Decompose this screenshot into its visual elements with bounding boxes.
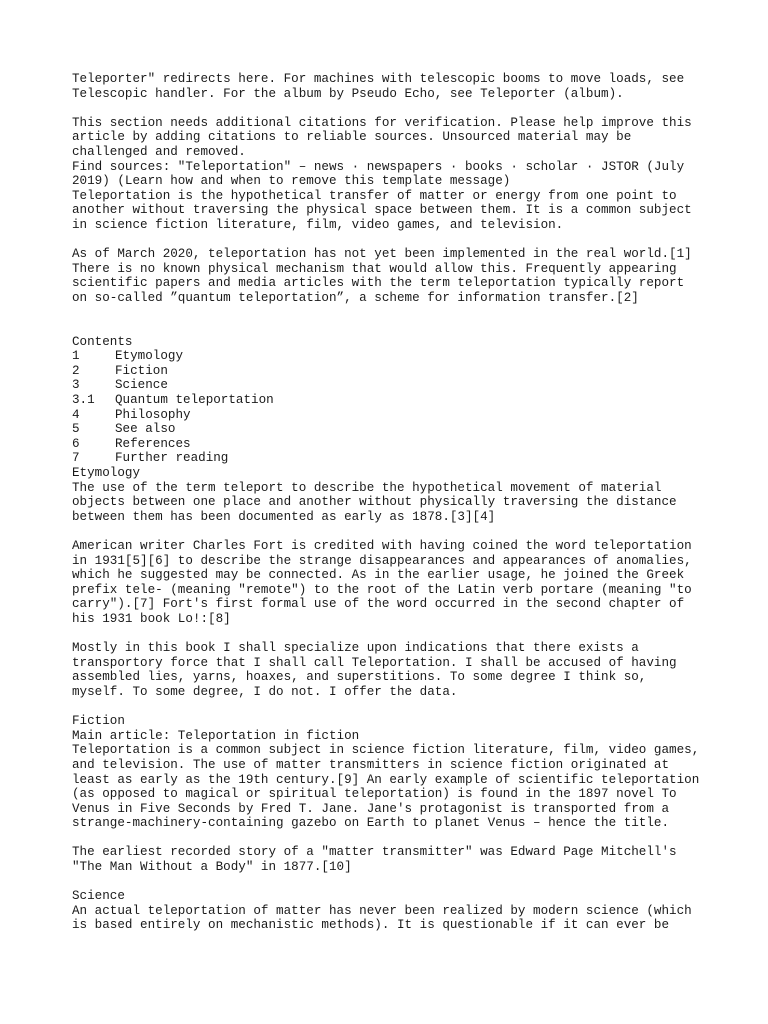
section-fiction	[72, 714, 712, 875]
text-line: in 1931[5][6] to describe the strange disappearances and appearances of anomalies,	[72, 553, 692, 568]
toc-number: 6	[72, 436, 80, 451]
toc-item[interactable]	[72, 422, 712, 437]
text-line: another without traversing the physical space between them. It is a common subject	[72, 203, 692, 218]
toc-number: 1	[72, 349, 80, 364]
toc-number: 7	[72, 451, 80, 466]
lead-paragraph	[72, 189, 712, 233]
text-line: The earliest recorded story of a "matter transmitter" was Edward Page Mitchell's	[72, 845, 677, 860]
table-of-contents	[72, 335, 712, 466]
text-line: on so-called ”quantum teleportation”, a scheme for information transfer.[2]	[72, 290, 639, 305]
text-line: strange-machinery-containing gazebo on Earth to planet Venus – hence the title.	[72, 816, 670, 831]
text-line: least as early as the 19th century.[9] An early example of scientific teleportation	[72, 772, 700, 787]
toc-number: 4	[72, 407, 80, 422]
section-heading: Etymology	[72, 466, 141, 481]
text-line: and television. The use of matter transmitters in science fiction originated at	[72, 757, 670, 772]
text-line: transportory force that I shall call Teleportation. I shall be accused of having	[72, 655, 677, 670]
text-line: which he suggested may be connected. As in the earlier usage, he joined the Greek	[72, 568, 685, 583]
text-line: Venus in Five Seconds by Fred T. Jane. Jane's protagonist is transported from a	[72, 801, 670, 816]
text-line: American writer Charles Fort is credited with having coined the word teleportation	[72, 539, 692, 553]
toc-item[interactable]	[72, 451, 712, 466]
toc-item[interactable]	[72, 408, 712, 423]
toc-item[interactable]	[72, 437, 712, 452]
text-line: article by adding citations to reliable sources. Unsourced material may be	[72, 130, 632, 145]
text-line: Telescopic handler. For the album by Pseudo Echo, see Teleporter (album).	[72, 86, 624, 101]
toc-label: Further reading	[115, 451, 229, 466]
text-line: (as opposed to magical or spiritual teleportation) is found in the 1897 novel To	[72, 787, 677, 802]
toc-number: 3.1	[72, 393, 95, 408]
contents-heading: Contents	[72, 334, 133, 349]
toc-item[interactable]	[72, 378, 712, 393]
toc-number: 3	[72, 378, 80, 393]
section-science	[72, 889, 712, 933]
text-line: The use of the term teleport to describe the hypothetical movement of material	[72, 480, 662, 495]
text-line: prefix tele- (meaning "remote") to the root of the Latin verb portare (meaning "to	[72, 582, 692, 597]
section-heading: Science	[72, 889, 125, 904]
document-page	[72, 72, 712, 933]
toc-label: Science	[115, 378, 168, 393]
hatnote	[72, 72, 712, 101]
text-line: An actual teleportation of matter has never been realized by modern science (which	[72, 903, 692, 918]
text-line: scientific papers and media articles with the term teleportation typically report	[72, 276, 685, 291]
section-etymology	[72, 466, 712, 700]
lead-paragraph	[72, 247, 712, 305]
text-line: As of March 2020, teleportation has not yet been implemented in the real world.[1]	[72, 247, 692, 262]
text-line: Teleportation is a common subject in science fiction literature, film, video games,	[72, 743, 700, 758]
toc-label: See also	[115, 422, 176, 437]
text-line: in science fiction literature, film, video games, and television.	[72, 217, 564, 232]
text-line: myself. To some degree, I do not. I offer the data.	[72, 684, 458, 699]
toc-label: Quantum teleportation	[115, 393, 274, 408]
text-line: Mostly in this book I shall specialize upon indications that there exists a	[72, 641, 639, 656]
text-line: There is no known physical mechanism that would allow this. Frequently appearing	[72, 261, 677, 276]
block-quote	[72, 641, 712, 699]
toc-label: Fiction	[115, 363, 168, 378]
citation-notice	[72, 116, 712, 189]
section-heading: Fiction	[72, 714, 125, 729]
toc-item[interactable]	[72, 393, 712, 408]
text-line: This section needs additional citations for verification. Please help improve this	[72, 115, 692, 130]
text-line: 2019) (Learn how and when to remove this template message)	[72, 174, 511, 189]
text-line: his 1931 book Lo!:[8]	[72, 611, 231, 626]
main-article-link[interactable]: Main article: Teleportation in fiction	[72, 728, 360, 743]
toc-label: Etymology	[115, 349, 184, 364]
text-line: between them has been documented as early as 1878.[3][4]	[72, 509, 496, 524]
text-line: is based entirely on mechanistic methods). It is questionable if it can ever be	[72, 918, 670, 933]
text-line: assembled lies, yarns, hoaxes, and superstitions. To some degree I think so,	[72, 670, 647, 685]
text-line: "The Man Without a Body" in 1877.[10]	[72, 860, 352, 875]
toc-number: 2	[72, 363, 80, 378]
toc-label: Philosophy	[115, 407, 191, 422]
toc-number: 5	[72, 422, 80, 437]
toc-item[interactable]	[72, 349, 712, 364]
text-line: challenged and removed.	[72, 144, 246, 159]
text-line: objects between one place and another without physically traversing the distance	[72, 495, 677, 510]
text-line: Teleporter" redirects here. For machines with telescopic booms to move loads, see	[72, 72, 685, 86]
toc-item[interactable]	[72, 364, 712, 379]
text-line: Teleportation is the hypothetical transfer of matter or energy from one point to	[72, 188, 677, 203]
text-line: carry").[7] Fort's first formal use of the word occurred in the second chapter of	[72, 597, 685, 612]
text-line: Find sources: "Teleportation" – news · newspapers · books · scholar · JSTOR (July	[72, 159, 685, 174]
toc-label: References	[115, 436, 191, 451]
